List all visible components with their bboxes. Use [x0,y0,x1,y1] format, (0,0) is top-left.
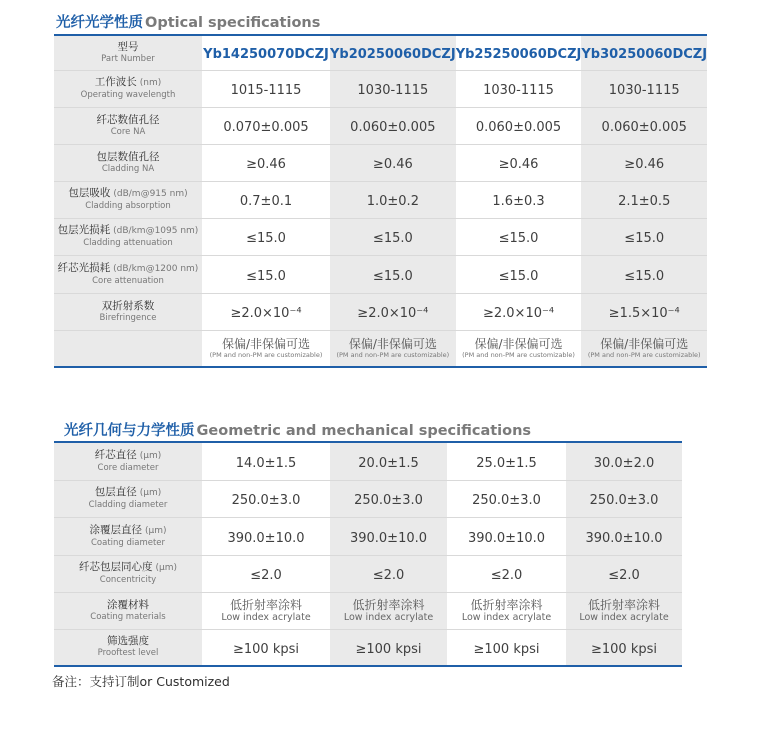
material-en: Low index acrylate [579,611,669,623]
value-cell [330,555,447,592]
value-cell [202,442,330,480]
value: ≥100 kpsi [590,641,657,657]
value-cell [330,629,447,666]
row-label [54,480,202,517]
value-cell [330,592,447,629]
value-cell [447,517,566,555]
value: 0.060±0.005 [475,120,562,135]
value-cell [566,592,682,629]
value: ≤15.0 [372,268,413,284]
value: ≥2.0×10⁻⁴ [230,306,302,321]
label-en: Coating materials [90,611,166,622]
label-zh-text: 包层光损耗 [57,224,111,236]
label-zh-text: 纤芯直径 [94,448,137,461]
value-cell [330,442,447,480]
table-row [54,255,707,293]
part-number: Yb20250060DCZJ [330,47,456,63]
label-zh [54,151,202,164]
label-zh [54,76,202,90]
pm-note-label-cell [54,330,202,367]
value: 250.0±3.0 [472,493,541,508]
value: 390.0±10.0 [349,530,428,546]
value: 390.0±10.0 [467,530,546,546]
label-zh [54,262,202,276]
value: ≥0.46 [372,157,413,172]
label-zh-text: 工作波长 [94,76,137,88]
value-cell [566,629,682,666]
material-en: Low index acrylate [461,611,552,623]
value-cell [456,218,582,255]
value: ≤15.0 [246,231,286,246]
row-label [54,144,202,181]
value-cell [202,293,330,330]
value-cell [202,218,330,255]
material-en: Low index acrylate [221,611,311,623]
value: 25.0±1.5 [476,455,537,471]
table-row [54,517,682,555]
value: 390.0±10.0 [585,530,663,546]
table-row [54,442,682,480]
value-cell [447,442,566,480]
value: 14.0±1.5 [235,455,297,471]
pm-note-en: (PM and non-PM are customizable) [462,350,575,359]
part-number: Yb25250060DCZJ [455,47,582,63]
pm-note-en: (PM and non-PM are customizable) [336,350,450,359]
geometric-title-en: Geometric and mechanical specifications [196,423,532,439]
value: 250.0±3.0 [354,493,423,508]
label-zh [54,599,202,612]
value-cell [581,255,707,293]
value: 0.060±0.005 [350,120,436,135]
part-number-cell [456,35,582,70]
value: 0.070±0.005 [223,120,309,135]
pm-note-en: (PM and non-PM are customizable) [587,350,701,359]
value-cell [202,555,330,592]
label-zh [54,114,202,127]
row-label [54,35,202,70]
value-cell [456,70,582,107]
pm-note-cell [202,330,330,367]
value: 1.0±0.2 [366,194,419,209]
label-en: Cladding absorption [85,201,171,211]
value-cell [330,517,447,555]
value: 250.0±3.0 [231,493,301,508]
optical-section-title [56,11,320,32]
row-label [54,255,202,293]
header-row [54,35,707,70]
value-cell [330,107,456,144]
optical-spec-table [54,34,707,368]
part-number: Yb30250060DCZJ [581,47,708,63]
label-zh-text: 双折射系数 [101,299,155,312]
value: ≥100 kpsi [355,641,422,657]
row-label [54,442,202,480]
value: ≤2.0 [490,568,523,583]
label-zh [54,561,202,575]
geometric-spec-table [54,441,682,667]
material-zh: 低折射率涂料 [470,597,543,612]
table-row [54,592,682,629]
optical-title-en: Optical specifications [145,15,321,31]
value: 0.060±0.005 [601,120,687,135]
label-en: Core attenuation [92,275,164,286]
value-cell [456,144,582,181]
value-cell [581,107,707,144]
pm-note-cell [581,330,707,367]
value-cell [330,144,456,181]
optical-table-body [54,35,707,367]
value-cell [202,629,330,666]
value-cell [202,107,330,144]
table-row [54,144,707,181]
label-zh-text: 包层直径 [94,486,137,498]
value: 1030-1115 [483,83,554,98]
part-number-cell [330,35,456,70]
pm-note-zh: 保偏/非保偏可选 [348,336,437,351]
value-cell [330,181,456,218]
value-cell [456,293,582,330]
label-en: Concentricity [99,575,157,585]
value-cell [202,517,330,555]
value: ≤15.0 [246,268,286,284]
table-row [54,70,707,107]
material-zh: 低折射率涂料 [352,597,425,612]
footnote: 备注：支持订制or Customized [52,674,230,689]
value: ≥2.0×10⁻⁴ [482,306,555,321]
value: 250.0±3.0 [589,493,659,508]
value: 1030-1115 [608,83,680,98]
value-cell [447,480,566,517]
label-en: Cladding NA [101,163,155,174]
label-unit: (nm) [139,78,162,88]
label-zh [54,486,202,500]
geometric-section-title [64,419,531,440]
row-label [54,592,202,629]
row-label [54,107,202,144]
value-cell [447,629,566,666]
value: ≤15.0 [498,231,539,246]
pm-note-row [54,330,707,367]
value: 2.1±0.5 [618,194,671,209]
label-zh-text: 型号 [117,40,139,53]
value: 20.0±1.5 [358,455,419,471]
value-cell [202,255,330,293]
value: ≤15.0 [498,268,539,284]
pm-note-cell [456,330,582,367]
table-row [54,629,682,666]
part-number-cell [581,35,707,70]
label-en: Birefringence [99,312,157,323]
material-zh: 低折射率涂料 [587,597,660,612]
value-cell [581,218,707,255]
label-en: Operating wavelength [80,90,176,100]
label-zh [54,449,202,463]
label-zh [54,635,202,648]
value: ≥100 kpsi [232,641,299,657]
value-cell [330,70,456,107]
value: ≥0.46 [498,157,539,172]
geometric-table-body [54,442,682,666]
value-cell [566,442,682,480]
label-zh-text: 包层数值孔径 [96,150,160,163]
label-en: Part Number [101,53,155,64]
label-zh-text: 纤芯数值孔径 [96,113,160,126]
label-en: Prooftest level [97,648,159,659]
row-label [54,218,202,255]
optical-title-zh: 光纤光学性质 [56,15,143,31]
value-cell [566,517,682,555]
value-cell [202,181,330,218]
label-zh-text: 纤芯包层同心度 [78,561,153,573]
label-zh [54,524,202,538]
material-en: Low index acrylate [343,611,434,623]
label-zh [54,41,202,54]
value-cell [566,555,682,592]
value-cell [581,181,707,218]
value-cell [566,480,682,517]
value-cell [581,144,707,181]
table-row [54,293,707,330]
label-en: Core NA [110,126,146,137]
value-cell [447,555,566,592]
value-cell [581,293,707,330]
table-row [54,218,707,255]
value: ≥0.46 [246,157,286,172]
value-cell [456,255,582,293]
value-cell [202,144,330,181]
label-en: Cladding diameter [88,500,168,510]
value: ≤15.0 [624,231,665,246]
value-cell [330,255,456,293]
label-zh [54,224,202,238]
label-unit: (dB/km@1095 nm) [113,226,199,236]
value-cell [456,181,582,218]
value-cell [202,592,330,629]
material-zh: 低折射率涂料 [229,597,302,612]
value: 1015-1115 [230,83,302,98]
value: ≤2.0 [608,568,640,583]
label-unit: (μm) [139,450,162,461]
value-cell [447,592,566,629]
value: 1.6±0.3 [492,194,545,209]
pm-note-zh: 保偏/非保偏可选 [474,336,563,351]
value: 390.0±10.0 [227,530,305,546]
geometric-title-zh: 光纤几何与力学性质 [64,423,195,439]
value-cell [330,480,447,517]
value-cell [581,70,707,107]
part-number-cell [202,35,330,70]
value: 0.7±0.1 [239,194,293,209]
value: ≤15.0 [372,231,413,246]
label-zh [54,187,202,201]
row-label [54,555,202,592]
table-row [54,555,682,592]
label-en: Coating diameter [90,537,166,548]
label-zh [54,300,202,313]
pm-note-zh: 保偏/非保偏可选 [221,336,311,351]
value-cell [330,293,456,330]
value: ≥2.0×10⁻⁴ [357,306,429,321]
value: ≥100 kpsi [473,641,540,657]
value: 1030-1115 [357,83,429,98]
label-en: Cladding attenuation [83,238,173,248]
row-label [54,629,202,666]
value: ≤15.0 [624,268,665,284]
label-unit: (μm) [155,563,177,573]
pm-note-zh: 保偏/非保偏可选 [600,336,689,351]
value: 30.0±2.0 [593,455,655,471]
table-row [54,107,707,144]
label-en: Core diameter [97,462,159,473]
label-unit: (μm) [144,525,167,536]
value: ≤2.0 [372,568,405,583]
label-zh-text: 涂覆材料 [107,598,149,611]
label-unit: (μm) [139,488,162,498]
label-zh-text: 筛选强度 [107,635,149,648]
pm-note-en: (PM and non-PM are customizable) [209,350,323,359]
table-row [54,480,682,517]
row-label [54,517,202,555]
row-label [54,70,202,107]
table-row [54,181,707,218]
value-cell [456,107,582,144]
label-zh-text: 包层吸收 [68,187,111,199]
row-label [54,181,202,218]
label-zh-text: 涂覆层直径 [89,523,142,536]
part-number: Yb14250070DCZJ [203,47,329,63]
label-zh-text: 纤芯光损耗 [57,261,111,274]
pm-note-cell [330,330,456,367]
value-cell [202,70,330,107]
label-unit: (dB/km@1200 nm) [113,263,199,274]
value-cell [202,480,330,517]
value: ≤2.0 [250,568,282,583]
value: ≥0.46 [624,157,665,172]
value-cell [330,218,456,255]
value: ≥1.5×10⁻⁴ [608,306,680,321]
label-unit: (dB/m@915 nm) [113,189,188,199]
row-label [54,293,202,330]
